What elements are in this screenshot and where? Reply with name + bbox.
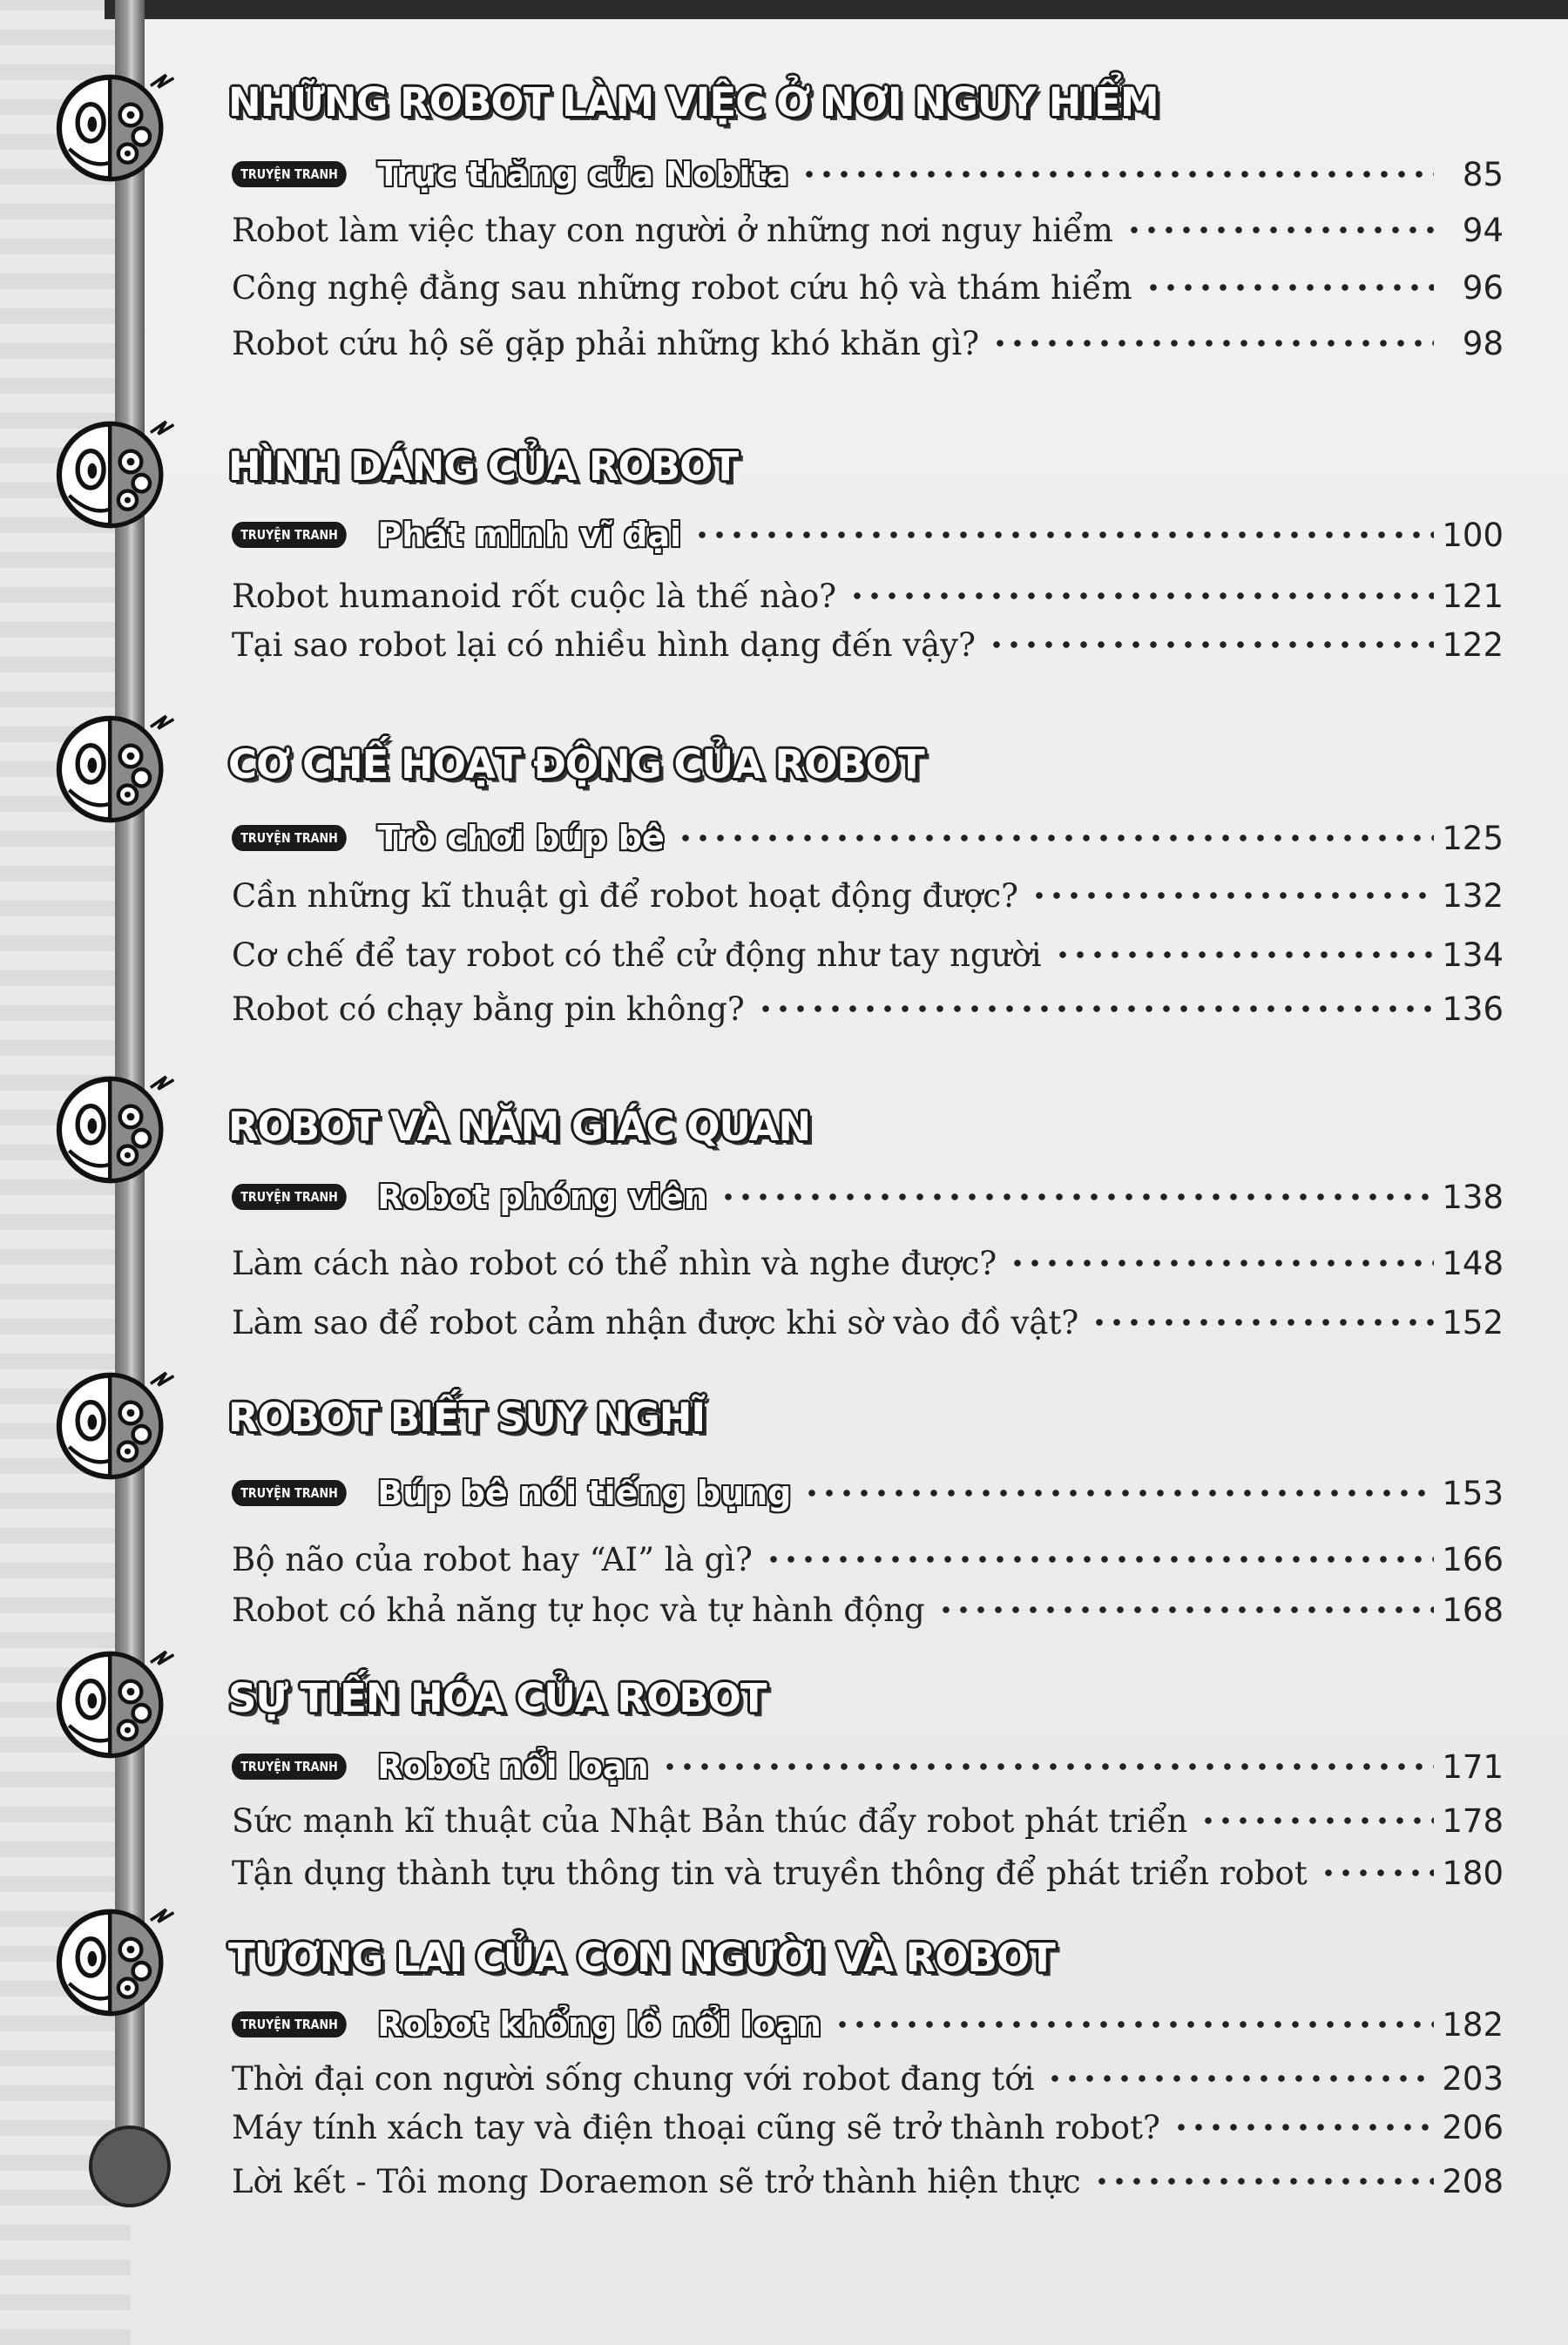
toc-entry[interactable] (232, 267, 1504, 308)
entry-title: Bộ não của robot hay “AI” là gì? (232, 1540, 753, 1578)
comic-badge: TRUYỆN TRANH (232, 1754, 347, 1780)
entry-title: Robot cứu hộ sẽ gặp phải những khó khăn gì? (232, 324, 980, 362)
comic-title: Trò chơi búp bê (377, 819, 665, 857)
comic-entry[interactable] (232, 514, 1504, 556)
page-number: 203 (1442, 2059, 1504, 2098)
leader-dots (937, 1605, 1434, 1614)
entry-title: Robot có khả năng tự học và tự hành động (232, 1591, 925, 1629)
entry-title: Làm sao để robot cảm nhận được khi sờ vào đồ vật? (232, 1303, 1079, 1341)
toc-entry[interactable] (232, 1242, 1504, 1284)
toc-entry[interactable] (232, 2106, 1504, 2148)
page-number: 178 (1442, 1801, 1504, 1840)
toc-entry[interactable] (232, 2160, 1504, 2202)
page-number: 166 (1442, 1540, 1504, 1578)
entry-title: Làm cách nào robot có thể nhìn và nghe được? (232, 1244, 997, 1282)
robot-head-icon (52, 704, 183, 835)
section-title: NHỮNG ROBOT LÀM VIỆC Ở NƠI NGUY HIỂM (228, 79, 1159, 125)
comic-title: Búp bê nói tiếng bụng (377, 1474, 792, 1512)
entry-title: Lời kết - Tôi mong Doraemon sẽ trở thành hiện thực (232, 2162, 1081, 2200)
robot-head-icon (52, 409, 183, 540)
comic-badge: TRUYỆN TRANH (232, 2011, 347, 2038)
entry-title: Cần những kĩ thuật gì để robot hoạt động được? (232, 876, 1018, 915)
toc-entry[interactable] (232, 209, 1504, 251)
section-title: ROBOT BIẾT SUY NGHĨ (228, 1395, 706, 1441)
page-number: 132 (1442, 876, 1504, 915)
leader-dots (1054, 950, 1434, 959)
leader-dots (834, 2020, 1434, 2029)
page-number: 85 (1462, 155, 1504, 193)
leader-dots (757, 1004, 1434, 1013)
leader-dots (848, 591, 1434, 600)
leader-dots (720, 1193, 1434, 1201)
leader-dots (1200, 1816, 1434, 1825)
leader-dots (1091, 1318, 1434, 1327)
page-number: 121 (1442, 577, 1504, 615)
section-title: SỰ TIẾN HÓA CỦA ROBOT (228, 1675, 767, 1721)
toc-entry[interactable] (232, 934, 1504, 976)
entry-title: Sức mạnh kĩ thuật của Nhật Bản thúc đẩy robot phát triển (232, 1801, 1188, 1840)
page-number: 182 (1442, 2005, 1504, 2044)
section-title: CƠ CHẾ HOẠT ĐỘNG CỦA ROBOT (228, 741, 924, 787)
leader-dots (991, 339, 1434, 348)
comic-title: Robot khổng lồ nổi loạn (377, 2005, 821, 2044)
leader-dots (677, 834, 1434, 842)
toc-entry[interactable] (232, 1800, 1504, 1842)
toc-entry[interactable] (232, 875, 1504, 916)
toc-entry[interactable] (232, 988, 1504, 1030)
comic-entry[interactable] (232, 1176, 1504, 1218)
page-number: 122 (1442, 625, 1504, 664)
section-title: ROBOT VÀ NĂM GIÁC QUAN (228, 1104, 811, 1150)
entry-title: Công nghệ đằng sau những robot cứu hộ và thám hiểm (232, 268, 1132, 307)
section-title: HÌNH DÁNG CỦA ROBOT (228, 443, 739, 490)
robot-head-icon (52, 1897, 183, 2028)
comic-title: Phát minh vĩ đại (377, 516, 682, 554)
section-title: TƯƠNG LAI CỦA CON NGƯỜI VÀ ROBOT (228, 1935, 1055, 1981)
entry-title: Tận dụng thành tựu thông tin và truyền thông để phát triển robot (232, 1854, 1308, 1892)
entry-title: Cơ chế để tay robot có thể cử động như tay người (232, 936, 1042, 974)
robot-head-icon (52, 63, 183, 193)
comic-badge: TRUYỆN TRANH (232, 1480, 347, 1506)
leader-dots (1009, 1259, 1434, 1267)
page-number: 180 (1442, 1854, 1504, 1892)
robot-head-icon (52, 1361, 183, 1491)
page-number: 148 (1442, 1244, 1504, 1282)
page-number: 168 (1442, 1591, 1504, 1629)
leader-dots (693, 530, 1434, 539)
comic-badge: TRUYỆN TRANH (232, 522, 347, 548)
toc-entry[interactable] (232, 1538, 1504, 1580)
leader-dots (1046, 2074, 1434, 2083)
leader-dots (988, 640, 1434, 649)
entry-title: Robot humanoid rốt cuộc là thế nào? (232, 577, 837, 615)
leader-dots (803, 1489, 1434, 1497)
leader-dots (1125, 226, 1434, 234)
entry-title: Thời đại con người sống chung với robot đang tới (232, 2059, 1035, 2098)
entry-title: Robot có chạy bằng pin không? (232, 990, 745, 1028)
entry-title: Máy tính xách tay và điện thoại cũng sẽ trở thành robot? (232, 2108, 1160, 2146)
toc-entry[interactable] (232, 624, 1504, 666)
comic-title: Trực thăng của Nobita (377, 155, 789, 193)
page-number: 171 (1442, 1747, 1504, 1786)
toc-entry[interactable] (232, 1852, 1504, 1894)
page-number: 206 (1442, 2108, 1504, 2146)
page-number: 153 (1442, 1474, 1504, 1512)
page-number: 152 (1442, 1303, 1504, 1341)
page-number: 98 (1462, 324, 1504, 362)
comic-entry[interactable] (232, 2004, 1504, 2045)
page-number: 94 (1462, 211, 1504, 249)
toc-entry[interactable] (232, 2058, 1504, 2099)
comic-entry[interactable] (232, 817, 1504, 859)
entry-title: Tại sao robot lại có nhiều hình dạng đến vậy? (232, 625, 976, 664)
leader-dots (661, 1762, 1434, 1771)
toc-entry[interactable] (232, 1589, 1504, 1631)
toc-entry[interactable] (232, 322, 1504, 364)
leader-dots (1320, 1869, 1434, 1877)
entry-title: Robot làm việc thay con người ở những nơi nguy hiểm (232, 211, 1113, 249)
toc-entry[interactable] (232, 1301, 1504, 1343)
comic-entry[interactable] (232, 1746, 1504, 1787)
leader-dots (1093, 2177, 1434, 2186)
leader-dots (801, 170, 1434, 179)
comic-badge: TRUYỆN TRANH (232, 825, 347, 851)
page-number: 208 (1442, 2162, 1504, 2200)
top-edge (105, 0, 1568, 19)
robot-head-icon (52, 1639, 183, 1770)
comic-entry[interactable] (232, 153, 1504, 195)
page-number: 96 (1462, 268, 1504, 307)
page-number: 138 (1442, 1178, 1504, 1216)
page-number: 134 (1442, 936, 1504, 974)
page-number: 125 (1442, 819, 1504, 857)
leader-dots (765, 1555, 1434, 1564)
toc-entry[interactable] (232, 575, 1504, 617)
page-number: 136 (1442, 990, 1504, 1028)
comic-title: Robot phóng viên (377, 1178, 707, 1216)
robot-head-icon (52, 1064, 183, 1195)
comic-badge: TRUYỆN TRANH (232, 161, 347, 187)
page-number: 100 (1442, 516, 1504, 554)
leader-dots (1173, 2123, 1434, 2132)
leader-dots (1145, 283, 1434, 292)
timeline-end-cap (89, 2125, 171, 2207)
comic-badge: TRUYỆN TRANH (232, 1184, 347, 1210)
leader-dots (1031, 891, 1434, 900)
comic-title: Robot nổi loạn (377, 1747, 649, 1786)
comic-entry[interactable] (232, 1472, 1504, 1514)
